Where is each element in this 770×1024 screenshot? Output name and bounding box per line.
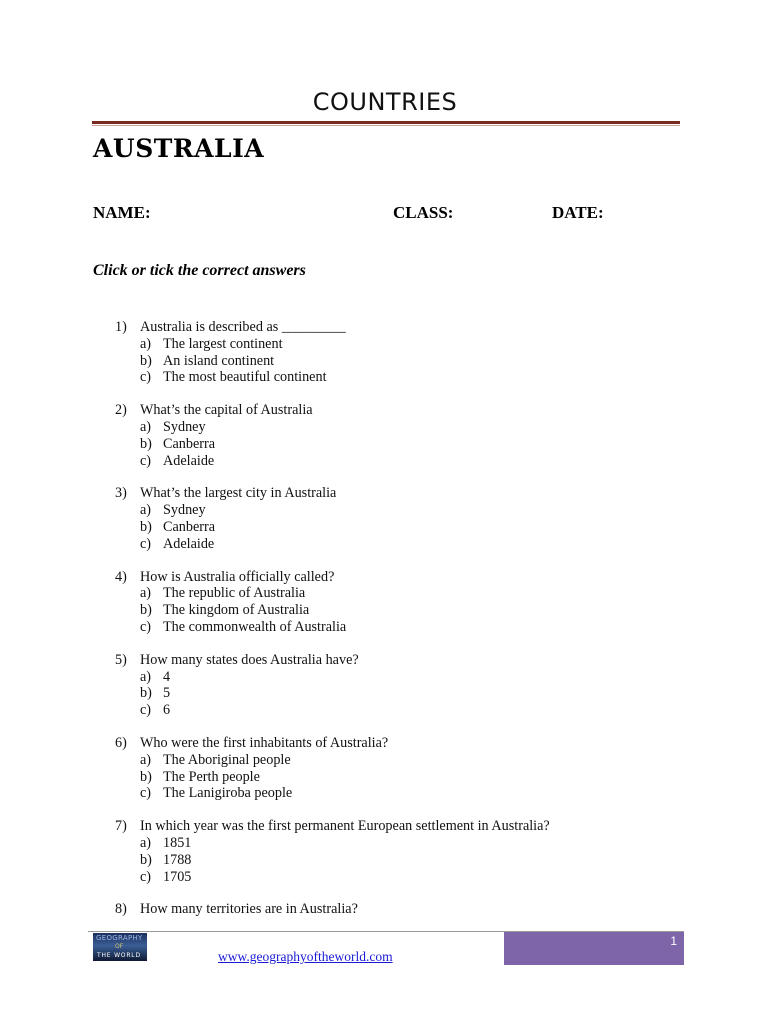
- option-text: The republic of Australia: [163, 585, 306, 602]
- question-item: [115, 818, 675, 885]
- class-label: CLASS:: [393, 203, 454, 222]
- option-letter: c): [140, 868, 152, 885]
- option-letter: c): [140, 369, 152, 386]
- option-letter: c): [140, 452, 152, 469]
- logo-text-line2: OF: [115, 943, 124, 950]
- option-text: The most beautiful continent: [163, 369, 327, 386]
- option-text: The largest continent: [163, 335, 283, 352]
- country-title: AUSTRALIA: [93, 134, 265, 163]
- answer-option[interactable]: [140, 453, 675, 470]
- option-text: The Aboriginal people: [163, 751, 291, 768]
- question-line: [115, 652, 675, 669]
- option-text: 5: [163, 685, 171, 702]
- option-text: Sydney: [163, 418, 206, 435]
- question-item: [115, 569, 675, 636]
- option-letter: a): [140, 418, 152, 435]
- answer-option[interactable]: [140, 835, 675, 852]
- option-letter: b): [140, 518, 152, 535]
- option-text: Canberra: [163, 435, 215, 452]
- logo-text-line3: THE WORLD: [97, 952, 141, 959]
- question-line: [115, 485, 675, 502]
- question-line: [115, 901, 675, 918]
- option-letter: a): [140, 751, 152, 768]
- question-text: Who were the first inhabitants of Australia?: [140, 734, 389, 751]
- option-text: Adelaide: [163, 535, 215, 552]
- question-number: 3): [115, 485, 127, 502]
- question-number: 2): [115, 402, 127, 419]
- question-list: [115, 319, 675, 934]
- option-letter: b): [140, 851, 152, 868]
- name-label: NAME:: [93, 203, 151, 222]
- question-item: [115, 652, 675, 719]
- question-item: [115, 319, 675, 386]
- answer-option[interactable]: [140, 602, 675, 619]
- answer-option[interactable]: [140, 353, 675, 370]
- question-number: 6): [115, 734, 127, 751]
- answer-option[interactable]: [140, 869, 675, 886]
- question-text: Australia is described as _________: [140, 319, 346, 335]
- option-letter: c): [140, 618, 152, 635]
- option-letter: b): [140, 685, 152, 702]
- option-letter: a): [140, 668, 152, 685]
- answer-options: [140, 669, 675, 719]
- option-letter: a): [140, 834, 152, 851]
- option-text: 1788: [163, 851, 192, 868]
- date-label: DATE:: [552, 203, 604, 222]
- option-text: The commonwealth of Australia: [163, 618, 347, 635]
- question-number: 7): [115, 818, 127, 835]
- question-item: [115, 735, 675, 802]
- option-text: 4: [163, 668, 171, 685]
- option-letter: b): [140, 602, 152, 619]
- option-letter: b): [140, 435, 152, 452]
- question-number: 8): [115, 901, 127, 918]
- option-text: 1705: [163, 868, 192, 885]
- page-number-box: [504, 932, 684, 965]
- option-letter: c): [140, 785, 152, 802]
- question-line: [115, 569, 675, 586]
- option-text: The Lanigiroba people: [163, 785, 293, 802]
- option-text: The kingdom of Australia: [163, 602, 310, 619]
- answer-option[interactable]: [140, 685, 675, 702]
- question-number: 1): [115, 319, 127, 335]
- answer-option[interactable]: [140, 502, 675, 519]
- option-text: Adelaide: [163, 452, 215, 469]
- option-letter: a): [140, 335, 152, 352]
- question-text: What’s the largest city in Australia: [140, 485, 337, 502]
- answer-option[interactable]: [140, 702, 675, 719]
- answer-option[interactable]: [140, 585, 675, 602]
- option-letter: a): [140, 585, 152, 602]
- question-line: [115, 818, 675, 835]
- question-text: How is Australia officially called?: [140, 568, 335, 585]
- answer-option[interactable]: [140, 336, 675, 353]
- instructions: Click or tick the correct answers: [93, 262, 306, 279]
- option-letter: c): [140, 702, 152, 719]
- option-text: Sydney: [163, 502, 206, 519]
- answer-option[interactable]: [140, 369, 675, 386]
- answer-option[interactable]: [140, 785, 675, 802]
- question-line: [115, 319, 675, 336]
- option-text: An island continent: [163, 352, 275, 369]
- page-header-title: COUNTRIES: [312, 88, 458, 116]
- answer-options: [140, 585, 675, 635]
- answer-option[interactable]: [140, 752, 675, 769]
- question-text: In which year was the first permanent European settlement in Australia?: [140, 818, 550, 835]
- option-letter: c): [140, 535, 152, 552]
- answer-option[interactable]: [140, 536, 675, 553]
- answer-options: [140, 835, 675, 885]
- answer-option[interactable]: [140, 436, 675, 453]
- answer-options: [140, 502, 675, 552]
- question-item: [115, 402, 675, 469]
- question-text: How many states does Australia have?: [140, 651, 359, 668]
- answer-option[interactable]: [140, 619, 675, 636]
- answer-option[interactable]: [140, 669, 675, 686]
- option-letter: b): [140, 352, 152, 369]
- website-link[interactable]: www.geographyoftheworld.com: [218, 949, 393, 964]
- question-item: [115, 901, 675, 918]
- logo-text-line1: GEOGRAPHY: [96, 934, 143, 942]
- option-text: The Perth people: [163, 768, 260, 785]
- option-letter: b): [140, 768, 152, 785]
- answer-options: [140, 752, 675, 802]
- question-text: How many territories are in Australia?: [140, 901, 358, 918]
- question-line: [115, 735, 675, 752]
- header-divider: [92, 121, 680, 124]
- question-number: 5): [115, 651, 127, 668]
- page-number: 1: [670, 934, 677, 948]
- answer-option[interactable]: [140, 519, 675, 536]
- question-number: 4): [115, 568, 127, 585]
- answer-option[interactable]: [140, 419, 675, 436]
- question-text: What’s the capital of Australia: [140, 402, 313, 419]
- option-text: 6: [163, 702, 171, 719]
- answer-option[interactable]: [140, 769, 675, 786]
- geography-logo: [93, 933, 147, 961]
- option-text: Canberra: [163, 518, 215, 535]
- option-text: 1851: [163, 834, 192, 851]
- question-line: [115, 402, 675, 419]
- question-item: [115, 485, 675, 552]
- answer-options: [140, 336, 675, 386]
- answer-options: [140, 419, 675, 469]
- answer-option[interactable]: [140, 852, 675, 869]
- header-divider-thin: [92, 125, 680, 126]
- option-letter: a): [140, 502, 152, 519]
